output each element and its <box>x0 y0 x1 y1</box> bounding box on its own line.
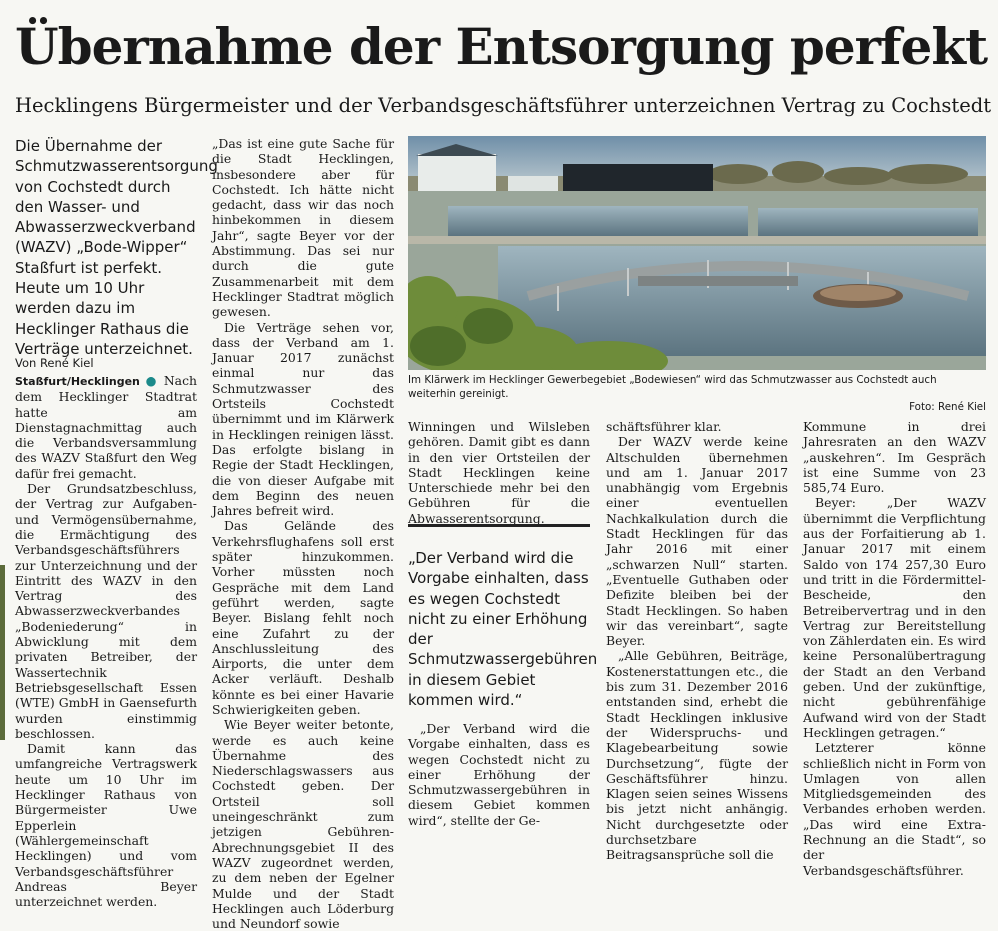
body-paragraph: Das Gelände des Verkehrsflughafens soll erst später hinzukommen. Vorher müssten noch Gespräche mit dem Land geführt werden, sagte Beyer. Bislang fehlt noch eine Zufahrt zu der Anschlussleitung des Airports, die unter dem Acker verläuft. Deshalb könnte es bei einer Havarie Schwierigkeiten geben. <box>212 518 394 717</box>
photo-credit: Foto: René Kiel <box>909 401 986 413</box>
body-paragraph: „Alle Gebühren, Beiträge, Kostenerstattungen etc., die bis zum 31. Dezember 2016 entstanden sind, erhebt die Stadt Hecklingen inklusive der Widerspruchs- und Klagebearbeitung sowie Durchsetzung“, fügte der Geschäftsführer hinzu. Klagen seien seines Wissens bis jetzt nicht anhängig. Nicht durchgesetzte oder durchsetzbare Beitragsansprüche soll die <box>606 648 788 863</box>
body-paragraph: Der Grundsatzbeschluss, der Vertrag zur Aufgaben- und Vermögensübernahme, die Ermächtigung des Verbandsgeschäftsführers zur Unterzeichnung und der Eintritt des WAZV in den Vertrag des Abwasserzweckverbandes „Bodeniederung“ in Abwicklung mit dem privaten Betreiber, der Wassertechnik Betriebsgesellschaft Essen (WTE) GmbH in Gaensefurth wurden einstimmig beschlossen. <box>15 481 197 741</box>
pull-quote: „Der Verband wird die Vorgabe einhalten, dass es wegen Cochstedt nicht zu einer Erhöhung der Schmutzwassergebühren in diesem Gebiet kommen wird.“ <box>408 549 598 710</box>
byline-block <box>15 356 197 371</box>
body-paragraph: Kommune in drei Jahresraten an den WAZV „auskehren“. Im Gespräch ist eine Summe von 23 585,74 Euro. <box>803 419 986 496</box>
body-paragraph: Letzterer könne schließlich nicht in Form von Umlagen von allen Mitgliedsgemeinden des Verbandes erhoben werden. „Das wird eine Extra-Rechnung an die Stadt“, so der Verbandsgeschäftsführer. <box>803 740 986 878</box>
adjacent-image-edge <box>0 565 5 740</box>
photo-caption-block <box>408 374 986 415</box>
column-5 <box>803 419 986 878</box>
body-paragraph: Die Verträge sehen vor, dass der Verband am 1. Januar 2017 zunächst einmal nur das Schmutzwasser des Ortsteils Cochstedt übernimmt und im Klärwerk in Hecklingen reinigen lässt. Das erfolgte bislang in Regie der Stadt Hecklingen, die von dieser Aufgabe mit dem Beginn des neuen Jahres befreit wird. <box>212 319 394 519</box>
byline: Von René Kiel <box>15 356 94 370</box>
body-paragraph: Wie Beyer weiter betonte, werde es auch keine Übernahme des Niederschlagswassers aus Cochstedt geben. Der Ortsteil soll uneingeschränkt zum jetzigen Gebühren-Abrechnungsgebiet II des WAZV zugeordnet werden, zu dem neben der Egelner Mulde und der Stadt Hecklingen auch Löderburg und Neundorf sowie <box>212 717 394 931</box>
column-4 <box>606 419 788 863</box>
column-1 <box>15 373 197 909</box>
column-3-bottom <box>408 721 590 828</box>
body-paragraph: Der WAZV werde keine Altschulden übernehmen und am 1. Januar 2017 unabhängig vom Ergebnis einer eventuellen Nachkalkulation durch die Stadt Hecklingen für das Jahr 2016 mit einer „schwarzen Null“ starten. „Eventuelle Guthaben oder Defizite bleiben bei der Stadt Hecklingen. So haben wir das vereinbart“, sagte Beyer. <box>606 434 788 649</box>
dateline-dot-icon: ● <box>145 373 159 388</box>
headline: Übernahme der Entsorgung perfekt <box>15 17 988 76</box>
photo-caption: Im Klärwerk im Hecklinger Gewerbegebiet „Bodewiesen“ wird das Schmutzwasser aus Cochstedt auch weiterhin gereinigt. <box>408 374 937 400</box>
column-3-top <box>408 419 590 526</box>
dateline: Staßfurt/Hecklingen <box>15 375 140 388</box>
body-paragraph: schäftsführer klar. <box>606 419 722 434</box>
subheadline: Hecklingens Bürgermeister und der Verbandsgeschäftsführer unterzeichnen Vertrag zu Cochstedt <box>15 94 992 117</box>
body-paragraph: „Das ist eine gute Sache für die Stadt Hecklingen, insbesondere aber für Cochstedt. Ich hätte nicht gedacht, dass wir das noch hinbekommen in diesem Jahr“, sagte Beyer vor der Abstimmung. Das sei nur durch die gute Zusammenarbeit mit dem Hecklinger Stadtrat möglich gewesen. <box>212 136 394 320</box>
photo-illustration <box>408 136 986 370</box>
lead-paragraph: Die Übernahme der Schmutzwasserentsorgung von Cochstedt durch den Wasser- und Abwasserzweckverband (WAZV) „Bode-Wipper“ Staßfurt ist perfekt. Heute um 10 Uhr werden dazu im Hecklinger Rathaus die Verträge unterzeichnet. <box>15 137 218 358</box>
column-2 <box>212 136 394 931</box>
body-paragraph: „Der Verband wird die Vorgabe einhalten, dass es wegen Cochstedt nicht zu einer Erhöhung der Schmutzwassergebühren in diesem Gebiet kommen wird“, stellte der Ge- <box>408 721 590 828</box>
photo-sewage-plant <box>408 136 986 370</box>
body-paragraph: Winningen und Wilsleben gehören. Damit gibt es dann in den vier Ortsteilen der Stadt Hecklingen keine Unterschiede mehr bei den Gebühren für die Abwasserentsorgung. <box>408 419 590 526</box>
body-paragraph: Damit kann das umfangreiche Vertragswerk heute um 10 Uhr im Hecklinger Rathaus von Bürgermeister Uwe Epperlein (Wählergemeinschaft Hecklingen) und vom Verbandsgeschäftsführer Andreas Beyer unterzeichnet werden. <box>15 741 197 910</box>
body-paragraph: Nach dem Hecklinger Stadtrat hatte am Dienstagnachmittag auch die Verbandsversammlung des WAZV Staßfurt den Weg dafür frei gemacht. <box>15 373 197 481</box>
quote-rule <box>408 524 590 527</box>
body-paragraph: Beyer: „Der WAZV übernimmt die Verpflichtung aus der Forfaitierung ab 1. Januar 2017 mit einem Saldo von 174 257,30 Euro und tritt in die Fördermittel-Bescheide, den Betreibervertrag und in den Vertrag zur Bereitstellung von Zählerdaten ein. Es wird keine Personalübertragung der Stadt an den Verband geben. Und der zukünftige, nicht gebührenfähige Aufwand wird von der Stadt Hecklingen getragen.“ <box>803 495 986 740</box>
